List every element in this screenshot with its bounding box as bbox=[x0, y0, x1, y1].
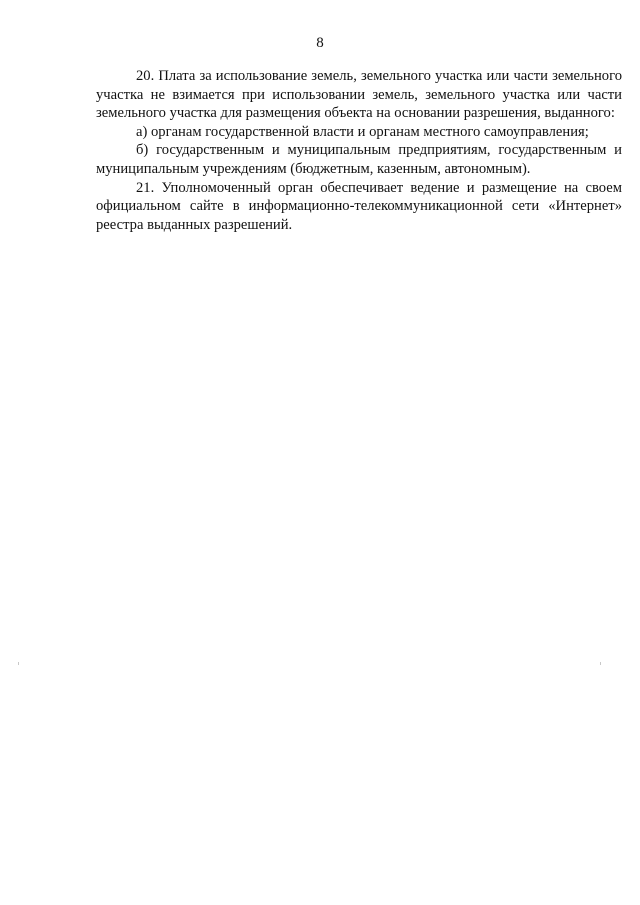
paragraph-20-item-a: а) органам государственной власти и органам местного самоуправления; bbox=[136, 123, 589, 140]
right-margin-mark bbox=[600, 662, 601, 665]
paragraph-21: 21. Уполномоченный орган обеспечивает ведение и размещение на своем официальном сайте в информационно-телекоммуникационной сети «Интернет» реестра выданных разрешений. bbox=[96, 179, 622, 233]
page-number: 8 bbox=[316, 35, 324, 51]
paragraph-20: 20. Плата за использование земель, земельного участка или части земельного участка не взимается при использовании земель, земельного участка или части земельного участка для размещения объекта на основании разрешения, выданного: bbox=[96, 68, 622, 122]
document-body bbox=[96, 67, 622, 234]
left-margin-mark bbox=[18, 662, 19, 665]
paragraph-20-item-b: б) государственным и муниципальным предприятиям, государственным и муниципальным учреждениям (бюджетным, казенным, автономным). bbox=[96, 142, 622, 177]
